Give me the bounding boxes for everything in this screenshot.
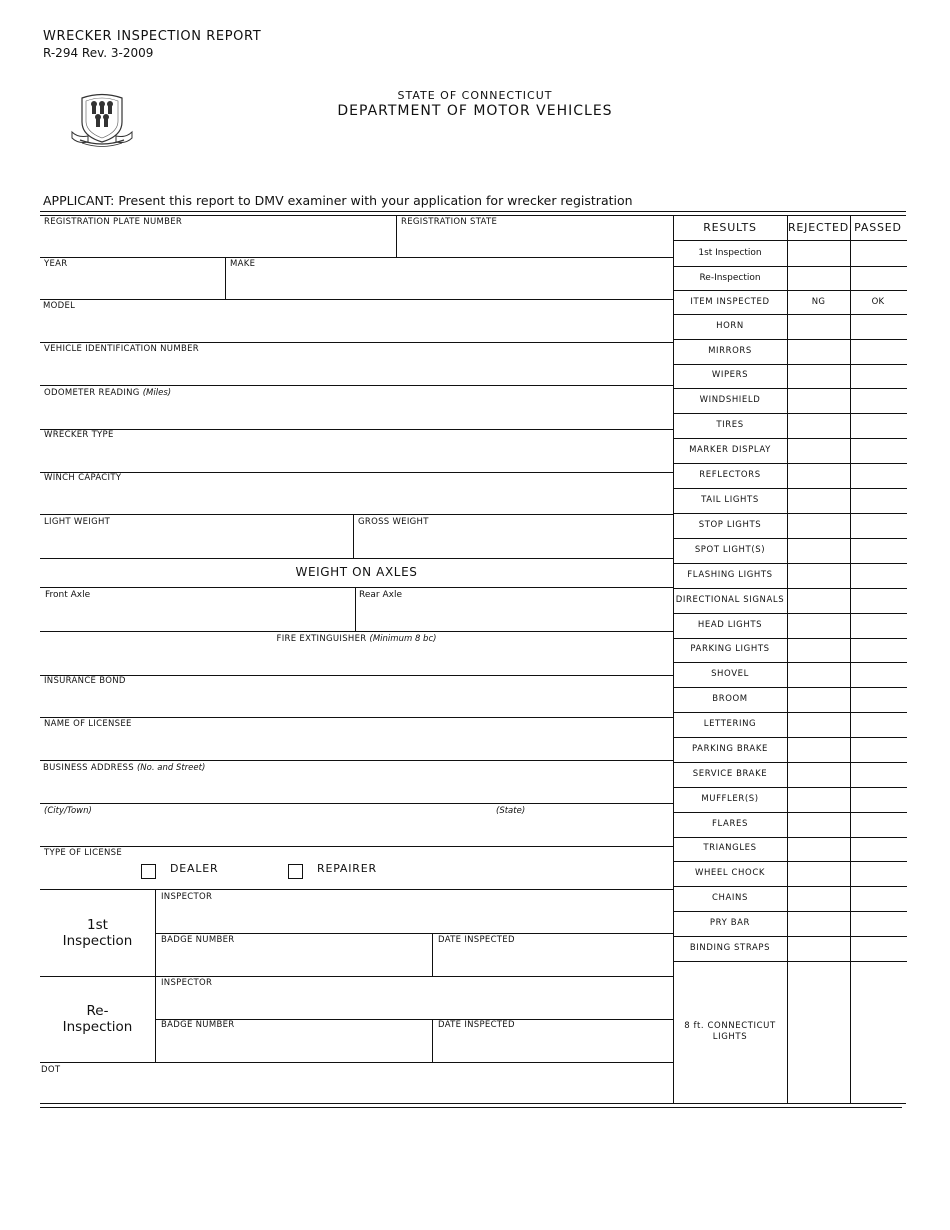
first-inspection-label: 1st Inspection [62,917,133,949]
result-item-label: SPOT LIGHT(S) [694,545,766,555]
result-item-label: HEAD LIGHTS [697,620,763,630]
re-inspection-row-label: Re-Inspection [699,273,761,283]
passed-cell[interactable] [851,514,906,537]
ok-label: OK [871,297,885,307]
passed-cell[interactable] [851,539,906,562]
rejected-cell[interactable] [788,514,849,537]
applicant-instruction: APPLICANT: Present this report to DMV examiner with your application for wrecker registration [43,193,633,208]
state-seal-icon [68,92,136,148]
registration-plate-number-label: REGISTRATION PLATE NUMBER [44,217,183,227]
rejected-cell[interactable] [788,912,849,935]
rejected-cell[interactable] [788,763,849,786]
result-item-label: TRIANGLES [703,843,757,853]
type-of-license-label: TYPE OF LICENSE [44,848,123,858]
rejected-cell[interactable] [788,713,849,736]
results-header: RESULTS [703,221,757,234]
rejected-cell[interactable] [788,315,849,338]
re-inspection-label: Re- Inspection [62,1003,133,1035]
passed-cell[interactable] [851,340,906,363]
passed-cell[interactable] [851,663,906,686]
dealer-label: DEALER [170,862,219,875]
passed-cell[interactable] [851,738,906,761]
results-row-divider [673,266,907,267]
weight-on-axles-heading: WEIGHT ON AXLES [295,565,418,579]
passed-cell[interactable] [851,639,906,661]
rejected-cell[interactable] [788,464,849,487]
result-item-label: CHAINS [711,893,748,903]
passed-cell[interactable] [851,838,906,860]
result-item-label: DIRECTIONAL SIGNALS [675,595,785,605]
model-label: MODEL [43,301,76,311]
name-of-licensee-label: NAME OF LICENSEE [44,719,132,729]
result-item-label: SERVICE BRAKE [692,769,768,779]
re-date-inspected-label: DATE INSPECTED [438,1020,515,1030]
rejected-cell[interactable] [788,862,849,885]
passed-cell[interactable] [851,862,906,885]
winch-capacity-label: WINCH CAPACITY [44,473,122,483]
department-name: DEPARTMENT OF MOTOR VEHICLES [337,103,613,119]
form-number: R-294 Rev. 3-2009 [43,46,154,60]
passed-cell[interactable] [851,389,906,412]
passed-cell[interactable] [851,414,906,437]
fire-extinguisher-label: FIRE EXTINGUISHER (Minimum 8 bc) [276,634,437,644]
repairer-checkbox[interactable] [288,864,303,879]
result-item-label: FLARES [712,819,748,829]
gross-weight-label: GROSS WEIGHT [358,517,429,527]
passed-cell[interactable] [851,489,906,512]
state-label: (State) [496,806,526,816]
rejected-cell[interactable] [788,365,849,387]
first-inspection-row-label: 1st Inspection [698,248,762,258]
passed-cell[interactable] [851,315,906,338]
first-date-inspected-label: DATE INSPECTED [438,935,515,945]
ng-label: NG [811,297,826,307]
result-item-label: PARKING BRAKE [692,744,768,754]
result-item-label: MUFFLER(S) [701,794,759,804]
rear-axle-label: Rear Axle [359,590,402,600]
passed-cell[interactable] [851,564,906,587]
repairer-label: REPAIRER [317,862,377,875]
odometer-label: ODOMETER READING (Miles) [44,388,172,398]
result-item-label: WIPERS [711,370,749,380]
result-item-label: LETTERING [703,719,757,729]
result-item-label: SHOVEL [711,669,749,679]
result-item-label: PARKING LIGHTS [690,644,770,654]
result-item-label: WINDSHIELD [699,395,761,405]
re-badge-number-label: BADGE NUMBER [161,1020,235,1030]
state-name: STATE OF CONNECTICUT [397,89,553,102]
rejected-header: REJECTED [787,221,849,234]
rejected-cell[interactable] [788,887,849,910]
rejected-cell[interactable] [788,937,849,960]
light-weight-label: LIGHT WEIGHT [44,517,111,527]
vin-label: VEHICLE IDENTIFICATION NUMBER [44,344,199,354]
rejected-cell[interactable] [788,639,849,661]
rejected-cell[interactable] [788,489,849,512]
year-label: YEAR [44,259,68,269]
insurance-bond-label: INSURANCE BOND [44,676,126,686]
rejected-cell[interactable] [788,838,849,860]
rejected-cell[interactable] [788,813,849,836]
result-item-label: TIRES [716,420,744,430]
rejected-cell[interactable] [788,340,849,363]
rejected-cell[interactable] [788,539,849,562]
rejected-cell[interactable] [788,439,849,462]
make-label: MAKE [230,259,256,269]
rejected-cell[interactable] [788,614,849,637]
item-inspected-label: ITEM INSPECTED [690,297,770,307]
passed-header: PASSED [854,221,902,234]
results-row-divider [673,240,907,241]
first-inspector-label: INSPECTOR [161,892,213,902]
passed-cell[interactable] [851,763,906,786]
result-item-label: MIRRORS [708,346,752,356]
passed-cell[interactable] [851,464,906,487]
first-badge-number-label: BADGE NUMBER [161,935,235,945]
passed-cell[interactable] [851,589,906,612]
rejected-cell[interactable] [788,389,849,412]
city-town-label: (City/Town) [44,806,92,816]
result-item-label: TAIL LIGHTS [701,495,759,505]
result-item-label: STOP LIGHTS [698,520,762,530]
rejected-cell[interactable] [788,788,849,811]
rejected-cell[interactable] [788,589,849,612]
result-item-label: HORN [716,321,744,331]
result-item-label: FLASHING LIGHTS [687,570,773,580]
dot-label: DOT [41,1065,61,1075]
passed-cell[interactable] [851,365,906,387]
result-item-label: REFLECTORS [699,470,761,480]
passed-cell[interactable] [851,937,906,960]
dealer-checkbox[interactable] [141,864,156,879]
rejected-cell[interactable] [788,738,849,761]
passed-cell[interactable] [851,912,906,935]
result-item-label: PRY BAR [709,918,751,928]
rejected-cell[interactable] [788,414,849,437]
result-item-label: WHEEL CHOCK [694,868,766,878]
business-address-label: BUSINESS ADDRESS (No. and Street) [43,763,206,773]
rejected-cell[interactable] [788,688,849,711]
rejected-cell[interactable] [788,663,849,686]
ct-lights-label: 8 ft. CONNECTICUT LIGHTS [684,1021,776,1042]
passed-cell[interactable] [851,614,906,637]
front-axle-label: Front Axle [45,590,91,600]
passed-cell[interactable] [851,887,906,910]
result-item-label: BROOM [712,694,748,704]
passed-cell[interactable] [851,713,906,736]
result-item-label: BINDING STRAPS [689,943,771,953]
passed-cell[interactable] [851,813,906,836]
passed-cell[interactable] [851,688,906,711]
result-item-label: MARKER DISPLAY [689,445,771,455]
form-title: WRECKER INSPECTION REPORT [43,29,262,44]
re-inspector-label: INSPECTOR [161,978,213,988]
rejected-cell[interactable] [788,564,849,587]
results-row-divider [673,290,907,291]
passed-cell[interactable] [851,788,906,811]
passed-cell[interactable] [851,439,906,462]
results-row-divider [673,961,907,962]
registration-state-label: REGISTRATION STATE [401,217,498,227]
wrecker-type-label: WRECKER TYPE [44,430,114,440]
